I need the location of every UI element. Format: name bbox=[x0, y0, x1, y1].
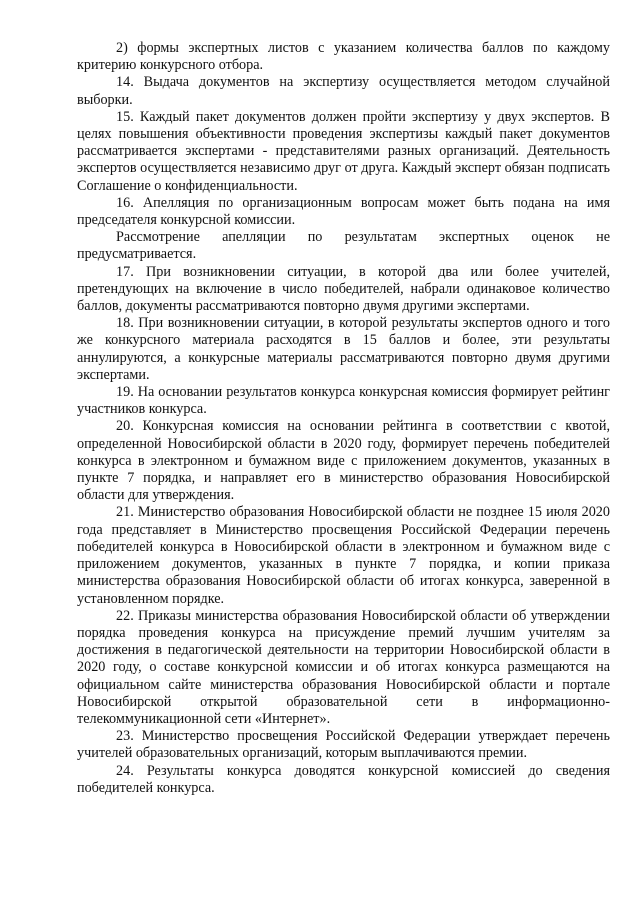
paragraph-24: 24. Результаты конкурса доводятся конкурсной комиссией до сведения победителей конкурса. bbox=[77, 762, 610, 796]
paragraph-19: 19. На основании результатов конкурса конкурсная комиссия формирует рейтинг участников конкурса. bbox=[77, 384, 610, 418]
paragraph-2-forms: 2) формы экспертных листов с указанием количества баллов по каждому критерию конкурсного отбора. bbox=[77, 40, 610, 74]
paragraph-17: 17. При возникновении ситуации, в которой два или более учителей, претендующих на включение в число победителей, набрали одинаковое количество баллов, документы рассматриваются повторно двумя другими экспертами. bbox=[77, 263, 610, 315]
paragraph-15: 15. Каждый пакет документов должен пройти экспертизу у двух экспертов. В целях повышения объективности проведения экспертизы каждый пакет документов рассматривается экспертами - представителями разных организаций. Деятельность экспертов осуществляется независимо друг от друга. Каждый эксперт обязан подписать Соглашение о конфиденциальности. bbox=[77, 108, 610, 194]
paragraph-16: 16. Апелляция по организационным вопросам может быть подана на имя председателя конкурсной комиссии. bbox=[77, 194, 610, 229]
document-page bbox=[77, 40, 610, 797]
paragraph-21: 21. Министерство образования Новосибирской области не позднее 15 июля 2020 года представляет в Министерство просвещения Российской Федерации перечень победителей конкурса в Новосибирской области в электронном и бумажном виде с приложением документов, указанных в пункте 7 порядка, и копии приказа министерства образования Новосибирской области об итогах конкурса, заверенной в установленном порядке. bbox=[77, 504, 610, 607]
paragraph-20: 20. Конкурсная комиссия на основании рейтинга в соответствии с квотой, определенной Новосибирской области в 2020 году, формирует перечень победителей конкурса в электронном и бумажном виде с приложением документов, указанных в пункте 7 порядка, и направляет его в министерство образования Новосибирской области для утверждения. bbox=[77, 418, 610, 504]
paragraph-23: 23. Министерство просвещения Российской Федерации утверждает перечень учителей образовательных организаций, которым выплачиваются премии. bbox=[77, 728, 610, 762]
paragraph-16-appeal-review: Рассмотрение апелляции по результатам экспертных оценок не предусматривается. bbox=[77, 229, 610, 263]
paragraph-18: 18. При возникновении ситуации, в которой результаты экспертов одного и того же конкурсного материала расходятся в 15 баллов и более, эти результаты аннулируются, а конкурсные материалы рассматриваются повторно двумя другими экспертами. bbox=[77, 315, 610, 383]
paragraph-14: 14. Выдача документов на экспертизу осуществляется методом случайной выборки. bbox=[77, 74, 610, 108]
paragraph-22: 22. Приказы министерства образования Новосибирской области об утверждении порядка проведения конкурса на присуждение премий лучшим учителям за достижения в педагогической деятельности на территории Новосибирской области в 2020 году, о составе конкурсной комиссии и об итогах конкурса размещаются на официальном сайте министерства образования Новосибирской области и портале Новосибирской открытой образовательной сети в информационно-телекоммуникационной сети «Интернет». bbox=[77, 607, 610, 727]
